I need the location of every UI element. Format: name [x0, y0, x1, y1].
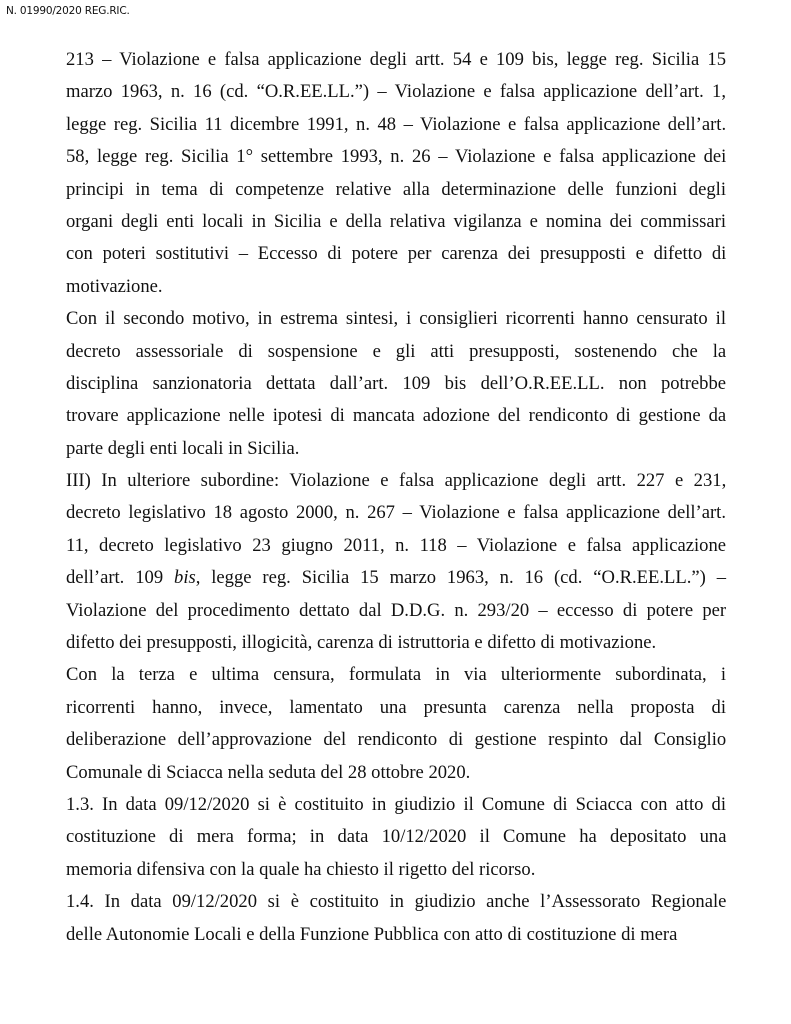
text-line: Con la terza e ultima censura, formulata in via ulteriormente subordinata, i [66, 664, 727, 686]
text-line: 1.3. In data 09/12/2020 si è costituito in giudizio il Comune di Sciacca con atto di [66, 793, 726, 815]
text-line: con poteri sostitutivi – Eccesso di potere per carenza dei presupposti e difetto di [66, 243, 727, 265]
text-line: 213 – Violazione e falsa applicazione degli artt. 54 e 109 bis, legge reg. Sicilia 15 [66, 49, 726, 70]
text-line: principi in tema di competenze relative alla determinazione delle funzioni degli [66, 178, 726, 200]
text-line: deliberazione dell’approvazione del rendiconto di gestione respinto dal Consiglio [66, 729, 727, 751]
text-line: difetto dei presupposti, illogicità, carenza di istruttoria e difetto di motivazione. [66, 632, 657, 654]
text-line: memoria difensiva con la quale ha chiesto il rigetto del ricorso. [66, 858, 536, 880]
paragraph-motivo-2-summary [66, 303, 726, 465]
text-line: trovare applicazione nelle ipotesi di mancata adozione del rendiconto di gestione da [66, 405, 727, 427]
registry-number-header: N. 01990/2020 REG.RIC. [6, 5, 130, 17]
text-line: Con il secondo motivo, in estrema sintesi, i consiglieri ricorrenti hanno censurato il [66, 308, 726, 330]
paragraph-section-1-4 [66, 886, 726, 951]
text-line: motivazione. [66, 275, 163, 297]
text-line: disciplina sanzionatoria dettata dall’art. 109 bis dell’O.R.EE.LL. non potrebbe [66, 372, 726, 394]
paragraph-motivo-2-heading-cont [66, 44, 726, 303]
text-line: dell’art. 109 bis, legge reg. Sicilia 15 marzo 1963, n. 16 (cd. “O.R.EE.LL.”) – [66, 567, 727, 589]
text-line: 11, decreto legislativo 23 giugno 2011, n. 118 – Violazione e falsa applicazione [66, 534, 726, 556]
paragraph-motivo-3-heading [66, 465, 726, 659]
text-line: 1.4. In data 09/12/2020 si è costituito in giudizio anche l’Assessorato Regionale [66, 891, 727, 913]
paragraph-motivo-3-summary [66, 659, 726, 789]
text-line: parte degli enti locali in Sicilia. [66, 437, 300, 459]
paragraph-section-1-3 [66, 789, 726, 886]
text-line: costituzione di mera forma; in data 10/12/2020 il Comune ha depositato una [66, 826, 727, 848]
text-line: decreto legislativo 18 agosto 2000, n. 267 – Violazione e falsa applicazione dell’art. [66, 502, 726, 524]
document-body [66, 44, 726, 951]
text-line: legge reg. Sicilia 11 dicembre 1991, n. 48 – Violazione e falsa applicazione dell’art. [66, 113, 727, 135]
text-line: marzo 1963, n. 16 (cd. “O.R.EE.LL.”) – Violazione e falsa applicazione dell’art. 1, [66, 81, 726, 103]
text-line: ricorrenti hanno, invece, lamentato una presunta carenza nella proposta di [66, 696, 726, 718]
text-line: 58, legge reg. Sicilia 1° settembre 1993, n. 26 – Violazione e falsa applicazione dei [66, 146, 727, 168]
text-line: decreto assessoriale di sospensione e gli atti presupposti, sostenendo che la [66, 340, 727, 362]
text-line: III) In ulteriore subordine: Violazione e falsa applicazione degli artt. 227 e 231, [66, 470, 727, 492]
text-line: Comunale di Sciacca nella seduta del 28 ottobre 2020. [66, 761, 471, 783]
text-line: organi degli enti locali in Sicilia e della relativa vigilanza e nomina dei commissari [66, 210, 726, 232]
text-line: Violazione del procedimento dettato dal D.D.G. n. 293/20 – eccesso di potere per [66, 599, 727, 621]
text-line: delle Autonomie Locali e della Funzione Pubblica con atto di costituzione di mera [66, 923, 678, 945]
